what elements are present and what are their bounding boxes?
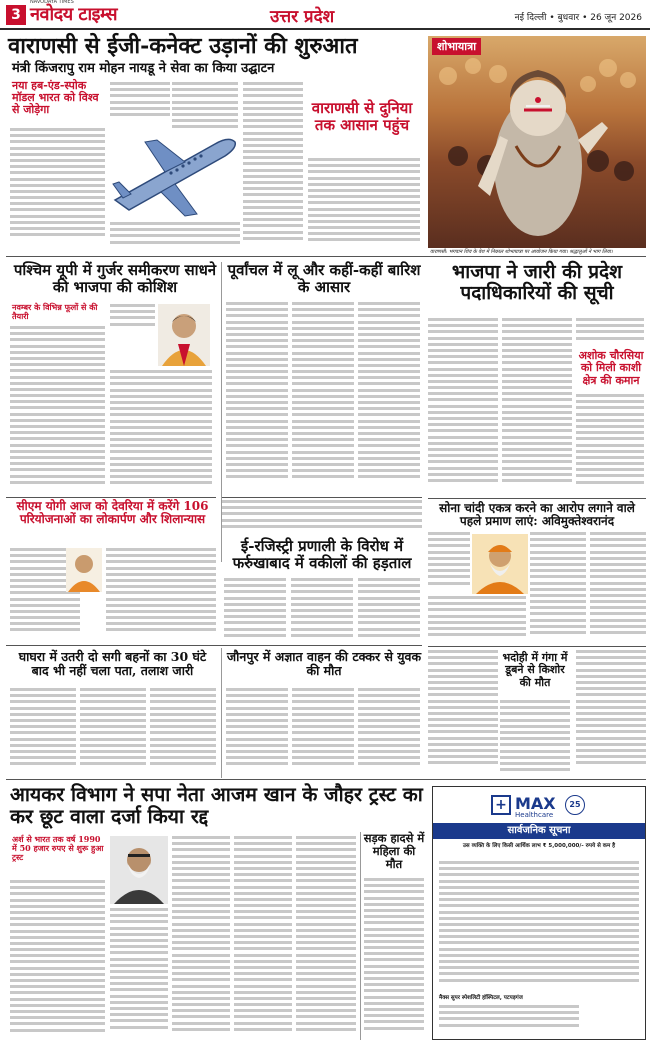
- story12-kicker: अर्श से भारत तक वर्ष 1990 में 50 हजार रुपए से शुरू हुआ ट्रस्ट: [12, 834, 104, 862]
- story6-body-col1: [224, 578, 286, 640]
- story7-headline: सोना चांदी एकत्र करने का आरोप लगाने वाले पहले प्रमाण लाएं: अविमुक्तेश्वरानंद: [439, 501, 635, 529]
- story12-body-col4: [234, 836, 292, 1040]
- story4-headline: भाजपा ने जारी की प्रदेश पदाधिकारियों की सूची: [451, 261, 623, 305]
- story10-prev-body: [428, 650, 498, 778]
- story7-body-col1a: [428, 532, 470, 590]
- story8-body-col1: [10, 688, 76, 776]
- ad-notice-title: सार्वजनिक सूचना: [433, 823, 645, 839]
- story6-body-col3: [358, 578, 420, 640]
- story9-body-col1: [226, 688, 288, 776]
- lead-body-col3: [243, 82, 303, 250]
- story3-headline: पूर्वांचल में लू और कहीं-कहीं बारिश के आसार: [227, 261, 421, 296]
- story2-body-col1: [10, 326, 105, 494]
- procession-photo: [428, 36, 646, 248]
- column-divider: [221, 648, 222, 778]
- story4-side-box: अशोक चौरसिया को मिली काशी क्षेत्र की कमान: [578, 349, 644, 387]
- divider: [222, 497, 422, 498]
- lead-body-col2c: [110, 222, 240, 250]
- story6-headline: ई-रजिस्ट्री प्रणाली के विरोध में फर्रुखाबाद में वकीलों की हड़ताल: [232, 537, 412, 572]
- divider: [6, 779, 646, 780]
- max-logo-icon: +: [491, 795, 511, 815]
- story10-headline: भदोही में गंगा में डूबने से किशोर की मौत: [502, 651, 568, 689]
- story12-headline: आयकर विभाग ने सपा नेता आजम खान के जौहर ट्रस्ट का कर छूट वाला दर्जा किया रद्द: [10, 783, 423, 828]
- story5-portrait: [66, 548, 102, 592]
- story8-headline: घाघरा में उतरी दो सगी बहनों का 30 घंटे बाद भी नहीं चला पता, तलाश जारी: [18, 649, 207, 678]
- divider: [6, 645, 422, 646]
- story6-body-col2: [291, 578, 353, 640]
- divider: [6, 256, 646, 257]
- divider: [428, 498, 646, 499]
- story2-headline: पश्चिम यूपी में गुर्जर समीकरण साधने की भाजपा की कोशिश: [13, 261, 217, 296]
- story3-body-col3: [358, 302, 420, 492]
- photo-tag: शोभायात्रा: [432, 38, 481, 55]
- divider: [428, 646, 646, 647]
- section-title: उत्तर प्रदेश: [270, 7, 335, 27]
- story2-kicker: नवम्बर के विभिन्न फूलों से की तैयारी: [12, 302, 98, 321]
- ad-notice-sub: उस व्यक्ति के लिए किसी आर्थिक लाभ ₹ 5,000,000/- रुपये से कम है: [462, 843, 616, 849]
- ad-footer-body: [439, 1005, 579, 1035]
- dateline: नई दिल्ली • बुधवार • 26 जून 2026: [514, 13, 642, 23]
- story4-body-col1: [428, 318, 498, 494]
- masthead: नवोदय टाइम्स: [30, 4, 118, 25]
- story7-portrait: [472, 534, 528, 594]
- story10-body: [500, 700, 570, 778]
- lead-headline: वाराणसी से ईजी-कनेक्ट उड़ानों की शुरुआत: [8, 33, 358, 59]
- story12-body-col3: [172, 836, 230, 1040]
- story3-body-col1: [226, 302, 288, 492]
- story12-body-col2: [110, 908, 168, 1040]
- story4-body-col3a: [576, 318, 644, 348]
- story5-headline: सीएम योगी आज को देवरिया में करेंगे 106 परियोजनाओं का लोकार्पण और शिलान्यास: [16, 499, 209, 527]
- story13-headline: सड़क हादसे में महिला की मौत: [363, 831, 425, 871]
- page-header: [0, 0, 650, 30]
- story6-prev-body: [222, 500, 422, 534]
- lead-body-col2b: [172, 82, 238, 138]
- lead-side-head: नया हब-एंड-स्पोक मॉडल भारत को विश्व से जोड़ेगा: [12, 79, 99, 117]
- story8-body-col2: [80, 688, 146, 776]
- max-healthcare-ad: [432, 786, 646, 1040]
- ad-brand-sub: Healthcare: [515, 811, 554, 819]
- lead-side-box-body: [308, 158, 420, 250]
- lead-body-col1: [10, 128, 105, 243]
- story4-body-col2: [502, 318, 572, 494]
- story8-body-col3: [150, 688, 216, 776]
- story12-body-col5: [296, 836, 356, 1040]
- story7-body-col3: [590, 532, 646, 644]
- story11-prev-body: [576, 650, 646, 778]
- ad-notice-body: [439, 861, 639, 991]
- story12-portrait: [110, 836, 168, 904]
- page-number: 3: [6, 5, 26, 25]
- story5-body-col2: [106, 548, 216, 640]
- anniversary-badge-icon: 25: [565, 795, 585, 815]
- lead-subhead: मंत्री किंजरापु राम मोहन नायडू ने सेवा का किया उद्घाटन: [12, 61, 275, 76]
- ad-footer: मैक्स सुपर स्पेशलिटी हॉस्पिटल, पटपड़गंज: [439, 995, 523, 1001]
- photo-caption: वाराणसी: भगवान शिव के वेश में निकाल शोभायात्रा पर आयोजन किया गया। श्रद्धालुओं ने भाग लिया।: [430, 249, 613, 255]
- story3-body-col2: [292, 302, 354, 492]
- ad-brand: MAX: [515, 794, 556, 813]
- divider: [6, 497, 216, 498]
- story2-body-col2a: [110, 304, 155, 334]
- story7-body-col1b: [428, 596, 526, 644]
- story7-body-col2: [530, 532, 586, 644]
- column-divider: [360, 832, 361, 1040]
- story9-body-col2: [292, 688, 354, 776]
- story2-portrait: [158, 304, 210, 366]
- story2-body-col2b: [110, 370, 212, 494]
- story9-body-col3: [358, 688, 420, 776]
- story9-headline: जौनपुर में अज्ञात वाहन की टक्कर से युवक की मौत: [226, 649, 422, 678]
- masthead-small: NAVODAYA TIMES: [30, 0, 74, 5]
- story12-body-col1: [10, 880, 105, 1040]
- lead-side-box-head: वाराणसी से दुनिया तक आसान पहुंच: [311, 99, 413, 134]
- story4-body-col3b: [576, 394, 644, 494]
- story13-body: [364, 878, 424, 1040]
- lead-body-col2a: [110, 82, 170, 122]
